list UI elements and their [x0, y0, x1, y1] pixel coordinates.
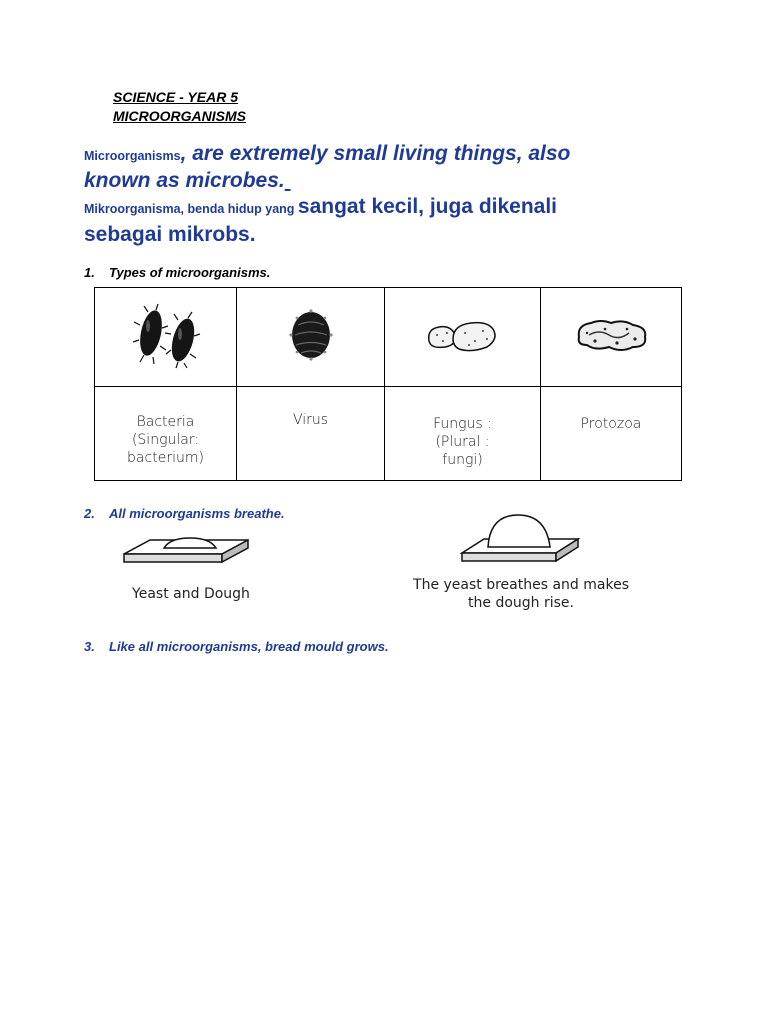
intro-malay-line-2 [84, 223, 256, 247]
risen-dough-illustration [458, 511, 582, 567]
intro-english-line-1 [84, 142, 570, 166]
intro-malay-definition-cont: sebagai mikrobs. [84, 223, 256, 246]
subject-heading: SCIENCE - YEAR 5 [113, 89, 238, 105]
fungus-label: Fungus : (Plural : fungi) [385, 387, 541, 481]
intro-english-definition: , are extremely small living things, also [180, 142, 571, 165]
question-2 [84, 506, 285, 521]
protozoa-label: Protozoa [541, 387, 682, 481]
intro-english-line-2 [84, 169, 291, 193]
protozoa-icon [571, 315, 651, 355]
question-number: 2. [84, 506, 95, 521]
flat-dough-illustration [120, 532, 254, 572]
virus-image-cell [237, 288, 385, 387]
question-text: Types of microorganisms. [109, 265, 271, 280]
question-number: 3. [84, 639, 95, 654]
protozoa-image-cell [541, 288, 682, 387]
intro-english-term: Microorganisms [84, 149, 181, 163]
fungus-image-cell [385, 288, 541, 387]
bacteria-label: Bacteria (Singular: bacterium) [95, 387, 237, 481]
virus-icon [286, 307, 336, 363]
question-text: Like all microorganisms, bread mould grows. [109, 639, 389, 654]
intro-malay-definition: sangat kecil, juga dikenali [297, 195, 558, 218]
intro-english-definition-cont: known as microbes. [84, 169, 285, 192]
topic-heading: MICROORGANISMS [113, 108, 246, 124]
caption-dough-rise: The yeast breathes and makes the dough rise. [413, 577, 629, 611]
question-number: 1. [84, 265, 95, 280]
microorganism-types-table [94, 287, 682, 481]
intro-malay-line-1 [84, 195, 557, 219]
bacteria-icon [126, 300, 206, 370]
table-image-row [95, 288, 682, 387]
intro-malay-term: Mikroorganisma, benda hidup yang [84, 202, 298, 216]
question-3 [84, 639, 389, 654]
fungus-icon [423, 315, 503, 355]
question-1 [84, 265, 270, 280]
bacteria-image-cell [95, 288, 237, 387]
virus-label: Virus [237, 387, 385, 481]
question-text: All microorganisms breathe. [109, 506, 285, 521]
caption-yeast-dough: Yeast and Dough [132, 586, 250, 602]
table-label-row [95, 387, 682, 481]
